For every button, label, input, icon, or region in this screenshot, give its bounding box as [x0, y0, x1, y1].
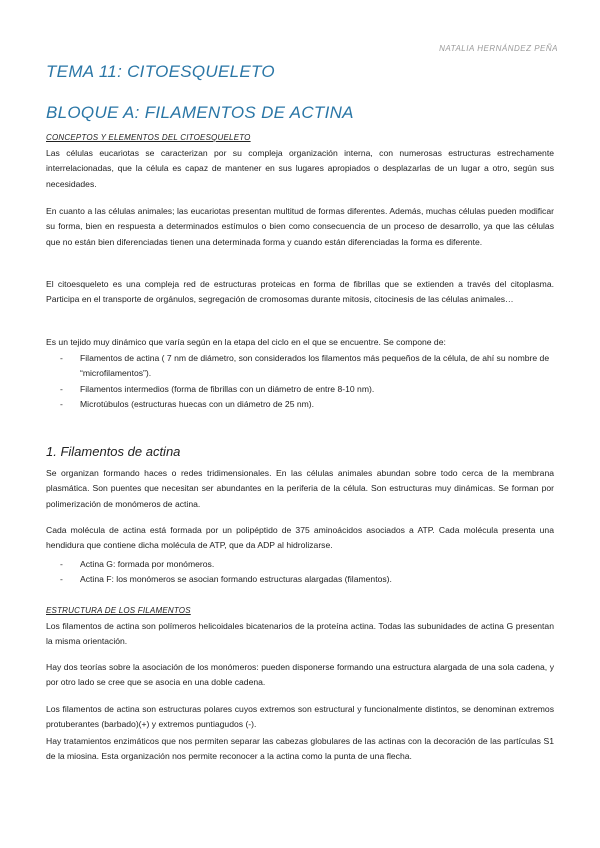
- list-item-text: Filamentos intermedios (forma de fibrillas con un diámetro de entre 8-10 nm).: [80, 383, 375, 394]
- list-item: - Filamentos intermedios (forma de fibrillas con un diámetro de entre 8-10 nm).: [60, 383, 375, 394]
- structure-subtitle: ESTRUCTURA DE LOS FILAMENTOS: [46, 606, 191, 615]
- actin-types-list: [46, 557, 554, 588]
- list-item-text: Actina G: formada por monómeros.: [80, 559, 215, 569]
- author-name: NATALIA HERNÁNDEZ PEÑA: [439, 44, 558, 53]
- paragraph-eukaryotic-cells: Las células eucariotas se caracterizan por su compleja organización interna, con numerosas estructuras estrechamente interrelacionadas, que la célula es capaz de mantener en sus lugares apropiados o desplazarlas de un lugar a otro, según sus necesidades.: [46, 148, 554, 189]
- block-title: BLOQUE A: FILAMENTOS DE ACTINA: [46, 103, 354, 122]
- paragraph-actin-molecule: Cada molécula de actina está formada por un polipéptido de 375 aminoácidos asociados a ATP. Cada molécula presenta una hendidura que contiene dicha molécula de ATP, que da ADP al hidrolizarse.: [46, 525, 554, 551]
- paragraph-polarity: Los filamentos de actina son estructuras polares cuyos extremos son estructural y funcionalmente distintos, se denominan extremos protuberantes (barbado)(+) y extremos puntiagudos (-).: [46, 704, 554, 730]
- list-item-text: Filamentos de actina ( 7 nm de diámetro, son considerados los filamentos más pequeños de la célula, de ahí su nombre de “microfilamentos”).: [80, 353, 550, 379]
- paragraph-theories: Hay dos teorías sobre la asociación de los monómeros: pueden disponerse formando una estructura alargada de una sola cadena, y por otro lado se cree que se asocia en una doble cadena.: [46, 662, 554, 688]
- list-item: - Actina G: formada por monómeros.: [60, 559, 215, 569]
- paragraph-polymers: Los filamentos de actina son polímeros helicoidales bicatenarios de la proteína actina. Todas las subunidades de actina G presentan la misma orientación.: [46, 621, 554, 647]
- list-item-text: Actina F: los monómeros se asocian formando estructuras alargadas (filamentos).: [80, 574, 392, 585]
- cytoskeleton-components-list: [46, 351, 554, 412]
- paragraph-dynamic-tissue: Es un tejido muy dinámico que varía según en la etapa del ciclo en el que se encuentre. Se compone de:: [46, 337, 446, 347]
- paragraph-cytoskeleton: El citoesqueleto es una compleja red de estructuras proteicas en forma de fibrillas que se extienden a través del citoplasma. Participa en el transporte de orgánulos, segregación de cromosomas durante mitosis, citocinesis de las células animales…: [46, 279, 554, 305]
- paragraph-organization: Se organizan formando haces o redes tridimensionales. En las células animales abundan sobre todo cerca de la membrana plasmática. Son puentes que necesitan ser abundantes en la periferia de la célula. Son estructuras muy dinámicas. Se forman por polimerización de monómeros de actina.: [46, 468, 554, 509]
- list-item-text: Microtúbulos (estructuras huecas con un diámetro de 25 nm).: [80, 398, 315, 409]
- list-item: - Microtúbulos (estructuras huecas con un diámetro de 25 nm).: [60, 398, 315, 409]
- concepts-subtitle: CONCEPTOS Y ELEMENTOS DEL CITOESQUELETO: [46, 133, 251, 142]
- section-heading-actin: 1. Filamentos de actina: [46, 444, 181, 459]
- list-item: - Actina F: los monómeros se asocian formando estructuras alargadas (filamentos).: [60, 574, 392, 585]
- paragraph-animal-cells: En cuanto a las células animales; las eucariotas presentan multitud de formas diferentes. Además, muchas células pueden modificar su forma, bien en respuesta a determinados estímulos o bien como consecuencia de un proceso de desarrollo, ya que las células que no están bien diferenciadas tienen una determinada forma y cuando están diferenciadas la forma es diferente.: [46, 206, 554, 247]
- paragraph-enzymatic-treatments: Hay tratamientos enzimáticos que nos permiten separar las cabezas globulares de las actinas con la decoración de las partículas S1 de la miosina. Esta organización nos permite reconocer a la actina como la punta de una flecha.: [46, 736, 554, 762]
- topic-title: TEMA 11: CITOESQUELETO: [46, 62, 275, 81]
- list-item: - Filamentos de actina ( 7 nm de diámetro, son considerados los filamentos más pequeños de la célula, de ahí su nombre de “microfilamentos”).: [60, 353, 550, 379]
